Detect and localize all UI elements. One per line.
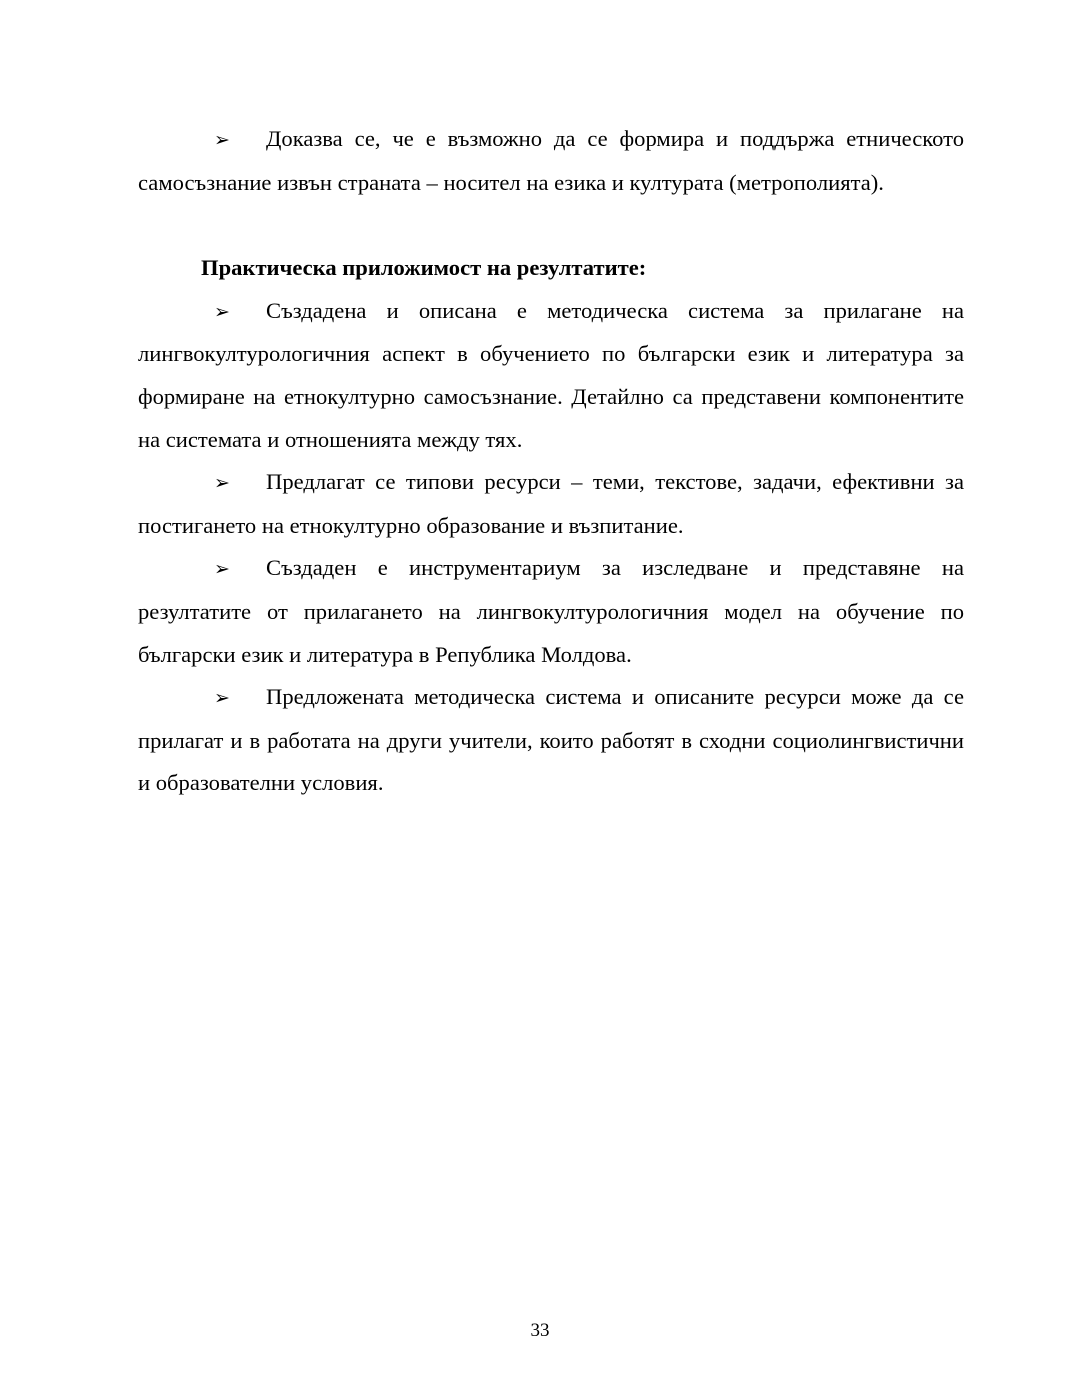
bullet-paragraph: [138, 290, 964, 461]
bullet-paragraph: [138, 547, 964, 676]
page-body: [138, 118, 964, 805]
bullet-paragraph: [138, 676, 964, 805]
arrow-bullet-icon: ➢: [214, 687, 230, 710]
page-number: 33: [530, 1320, 550, 1341]
arrow-bullet-icon: ➢: [214, 300, 230, 323]
arrow-bullet-icon: ➢: [214, 472, 230, 495]
paragraph-spacer: [138, 204, 964, 247]
bullet-paragraph: [138, 461, 964, 547]
bullet-text: Предлагат се типови ресурси – теми, текстове, задачи, ефективни за постигането на етнокултурно образование и възпитание.: [138, 469, 964, 538]
bullet-text: Създаден е инструментариум за изследване и представяне на резултатите от прилагането на лингвокултурологичния модел на обучение по български език и литература в Република Молдова.: [138, 555, 964, 667]
section-heading: Практическа приложимост на резултатите:: [201, 255, 647, 281]
bullet-text: Предложената методическа система и описаните ресурси може да се прилагат и в работата на други учители, които работят в сходни социолингвистични и образователни условия.: [138, 684, 964, 796]
bullet-text: Създадена и описана е методическа система за прилагане на лингвокултурологичния аспект в обучението по български език и литература за формиране на етнокултурно самосъзнание. Детайлно са представени компонентите на системата и отношенията между тях.: [138, 297, 964, 452]
arrow-bullet-icon: ➢: [214, 129, 230, 151]
arrow-bullet-icon: ➢: [214, 558, 230, 581]
bullet-paragraph: [138, 118, 964, 204]
bullet-text: Доказва се, че е възможно да се формира и поддържа етническото самосъзнание извън страната – носител на езика и културата (метрополията).: [138, 126, 964, 195]
